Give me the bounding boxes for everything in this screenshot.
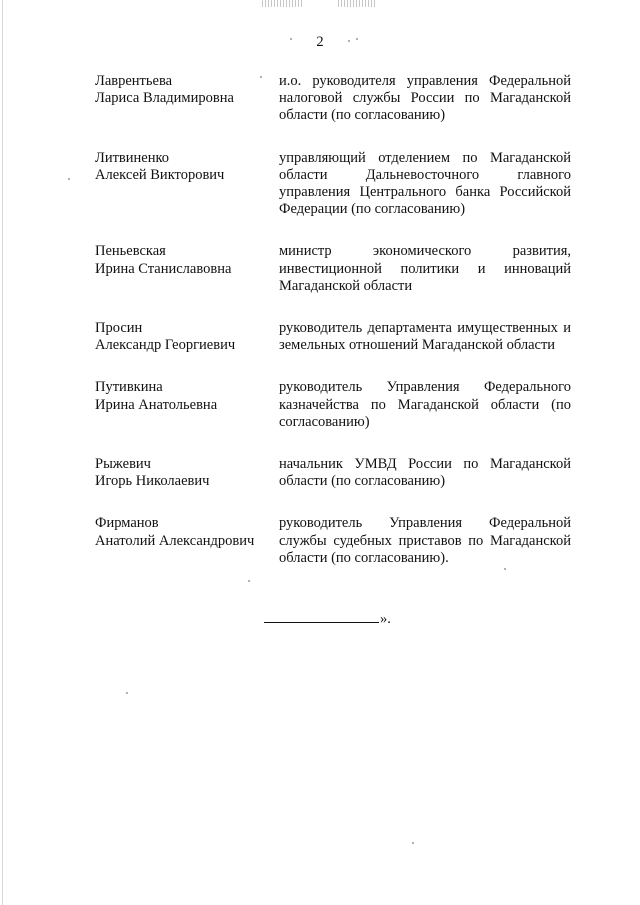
member-given-names: Анатолий Александрович — [95, 532, 255, 549]
member-surname: Фирманов — [95, 515, 159, 532]
closing-quote: ». — [380, 611, 391, 627]
member-role: руководитель Управления Федерального казначейства по Магаданской области (по согласованию) — [279, 379, 571, 430]
member-given-names: Александр Георгиевич — [95, 337, 236, 354]
member-role: управляющий отделением по Магаданской области Дальневосточного главного управления Центрального банка Российской Федерации (по согласованию) — [279, 149, 571, 218]
member-role: и.о. руководителя управления Федеральной налоговой службы России по Магаданской области (по согласованию) — [279, 73, 571, 124]
closing-underline — [264, 610, 379, 623]
member-surname: Пеньевская — [95, 243, 166, 260]
scan-speck — [126, 692, 128, 694]
member-entry — [95, 73, 575, 125]
member-name — [95, 379, 279, 431]
member-role: руководитель департамента имущественных и земельных отношений Магаданской области — [279, 320, 571, 354]
member-entry — [95, 243, 575, 295]
member-given-names: Лариса Владимировна — [95, 90, 234, 107]
member-entry — [95, 515, 575, 567]
member-surname: Лаврентьева — [95, 73, 173, 89]
member-entry — [95, 150, 575, 219]
member-role: начальник УМВД России по Магаданской области (по согласованию) — [279, 456, 571, 490]
member-name — [95, 515, 279, 567]
member-name — [95, 320, 279, 354]
member-surname: Путивкина — [95, 379, 163, 396]
closing-mark — [264, 610, 391, 628]
member-name — [95, 150, 279, 219]
member-surname: Рыжевич — [95, 456, 151, 473]
member-name — [95, 73, 279, 125]
scan-artifact — [262, 0, 302, 7]
member-surname: Просин — [95, 320, 143, 337]
scan-speck — [412, 842, 414, 844]
member-entry — [95, 456, 575, 490]
member-surname: Литвиненко — [95, 149, 170, 166]
scan-speck — [68, 178, 70, 180]
member-given-names: Ирина Станиславовна — [95, 260, 232, 277]
scan-edge-line — [2, 0, 3, 905]
scan-artifact — [338, 0, 376, 7]
member-name — [95, 456, 279, 490]
member-entry — [95, 320, 575, 354]
member-entry — [95, 379, 575, 431]
member-given-names: Алексей Викторович — [95, 166, 225, 183]
member-role: руководитель Управления Федеральной службы судебных приставов по Магаданской области (по согласованию). — [279, 515, 571, 566]
member-list — [95, 73, 575, 592]
member-name — [95, 243, 279, 295]
member-given-names: Ирина Анатольевна — [95, 396, 218, 413]
member-role: министр экономического развития, инвестиционной политики и инноваций Магаданской области — [279, 243, 571, 294]
member-given-names: Игорь Николаевич — [95, 473, 210, 490]
page-number: 2 — [316, 34, 324, 50]
